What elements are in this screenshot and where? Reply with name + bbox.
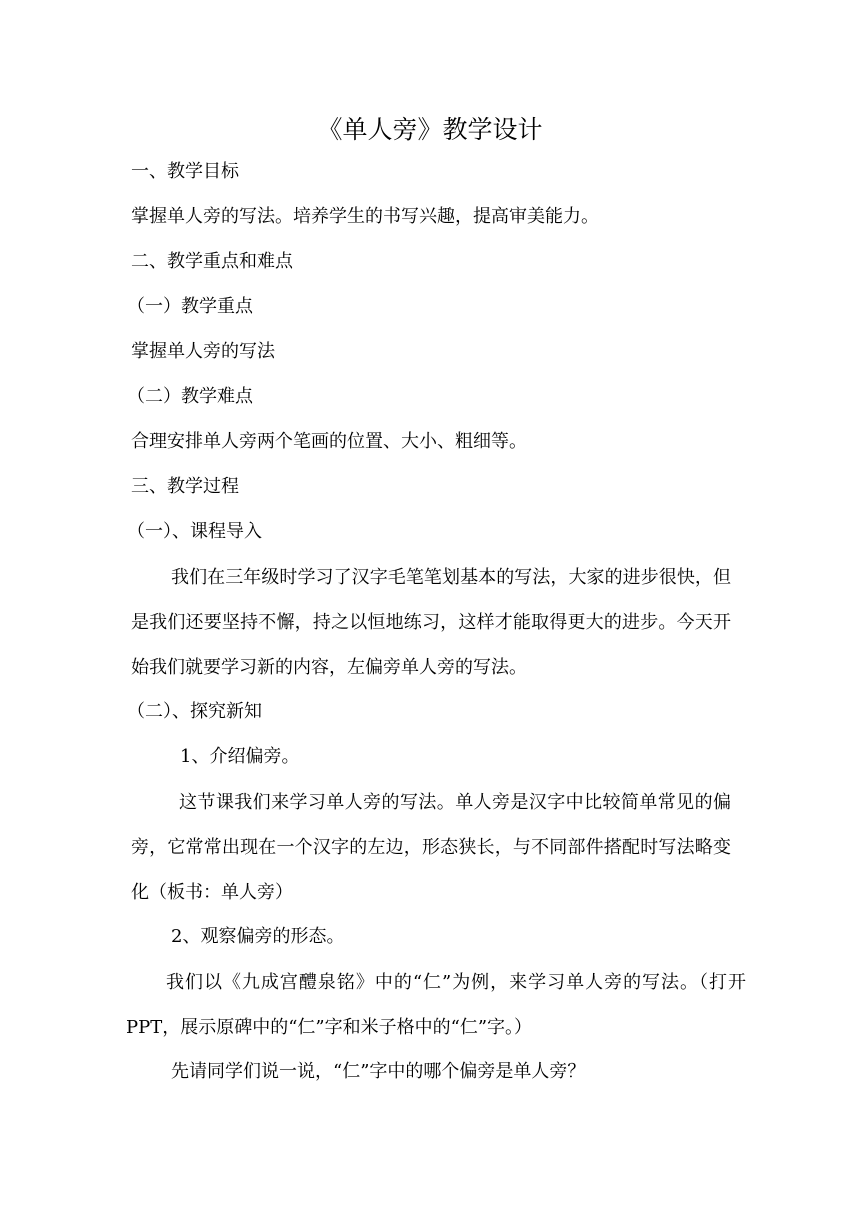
step-2-question: 先请同学们说一说，“仁”字中的哪个偏旁是单人旁？	[171, 1061, 586, 1082]
step-1-paragraph: 这节课我们来学习单人旁的写法。单人旁是汉字中比较简单常见的偏旁，它常常出现在一个汉字的左边，形态狭长，与不同部件搭配时写法略变化（板书：单人旁）	[131, 792, 731, 903]
step-1-heading: 1、介绍偏旁。	[180, 746, 300, 767]
subheading-key-point: （一）教学重点	[127, 296, 253, 317]
document-title: 《单人旁》教学设计	[317, 115, 543, 144]
section-heading-key-points: 二、教学重点和难点	[131, 251, 293, 272]
goal-text: 掌握单人旁的写法。培养学生的书写兴趣，提高审美能力。	[131, 206, 599, 227]
step-2-paragraph: 我们以《九成宫醴泉铭》中的“仁”为例，来学习单人旁的写法。（打开 PPT，展示原碑中的“仁”字和米子格中的“仁”字。）	[126, 972, 746, 1038]
subheading-difficulty: （二）教学难点	[127, 386, 253, 407]
subheading-explore: （二）、探究新知	[127, 701, 262, 722]
subheading-intro: （一）、课程导入	[127, 521, 262, 542]
key-point-text: 掌握单人旁的写法	[131, 341, 275, 362]
step-2-heading: 2、观察偏旁的形态。	[171, 926, 345, 947]
difficulty-text: 合理安排单人旁两个笔画的位置、大小、粗细等。	[131, 431, 527, 452]
section-heading-goals: 一、教学目标	[131, 161, 239, 182]
section-heading-process: 三、教学过程	[131, 476, 239, 497]
intro-paragraph: 我们在三年级时学习了汉字毛笔笔划基本的写法，大家的进步很快，但是我们还要坚持不懈，持之以恒地练习，这样才能取得更大的进步。今天开始我们就要学习新的内容，左偏旁单人旁的写法。	[131, 567, 731, 678]
